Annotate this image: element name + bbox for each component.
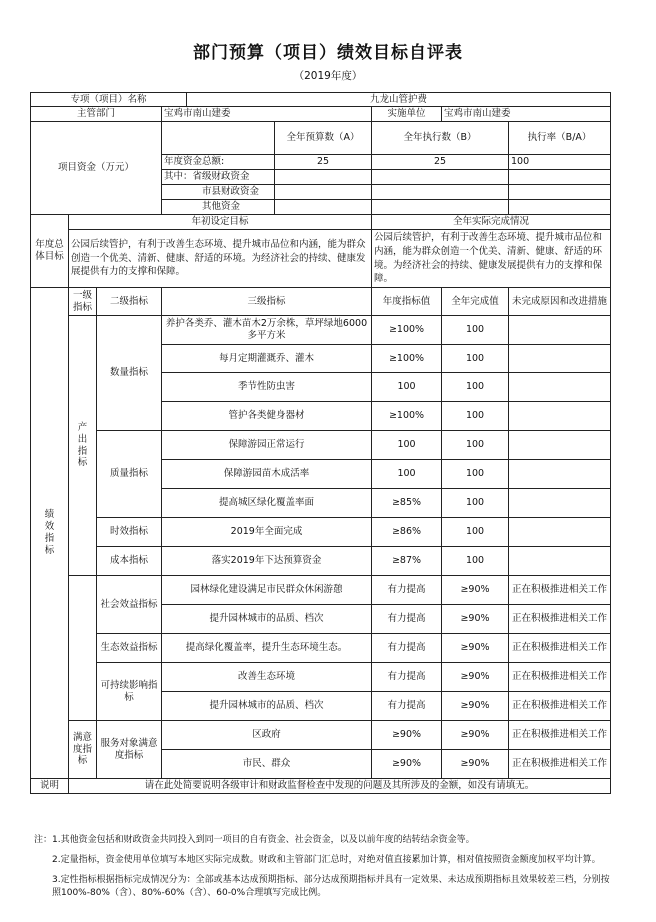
indicator-actual: ≥90% (442, 576, 509, 605)
indicator-actual: ≥90% (442, 634, 509, 663)
footnotes (34, 834, 614, 907)
exec-header: 全年执行数（B） (372, 122, 509, 155)
indicator-note: 正在积极推进相关工作 (509, 634, 611, 663)
funds-row-label: 其中：省级财政资金 (162, 170, 275, 185)
indicator-target: 有力提高 (372, 634, 442, 663)
indicator-target: 100 (372, 460, 442, 489)
indicator-name: 园林绿化建设满足市民群众休闲游憩 (162, 576, 372, 605)
indicator-actual: 100 (442, 489, 509, 518)
level1-header: 一级指标 (69, 288, 97, 316)
indicator-target: ≥90% (372, 750, 442, 779)
impl-unit-label: 实施单位 (372, 107, 442, 122)
indicator-row (31, 576, 611, 605)
indicator-actual: ≥90% (442, 750, 509, 779)
indicator-actual: ≥90% (442, 721, 509, 750)
actual-header: 全年完成值 (442, 288, 509, 316)
indicator-actual: 100 (442, 460, 509, 489)
indicator-actual: ≥90% (442, 605, 509, 634)
indicator-target: 有力提高 (372, 605, 442, 634)
eco-benefit-label: 生态效益指标 (97, 634, 162, 663)
funds-exec: 25 (372, 155, 509, 170)
rate-header: 执行率（B/A） (509, 122, 611, 155)
indicator-note (509, 489, 611, 518)
reason-header: 未完成原因和改进措施 (509, 288, 611, 316)
indicator-name: 保障游园苗木成活率 (162, 460, 372, 489)
indicator-row (31, 316, 611, 345)
footnote-1: 注：1.其他资金包括和财政资金共同投入到同一项目的自有资金、社会资金，以及以前年度的结转结余资金等。 (34, 835, 475, 845)
indicator-name: 落实2019年下达预算资金 (162, 547, 372, 576)
indicator-name: 养护各类乔、灌木苗木2万余株，草坪绿地6000多平方米 (162, 316, 372, 345)
funds-row-label: 市县财政资金 (162, 185, 275, 200)
funds-row-label: 年度资金总额: (162, 155, 275, 170)
indicator-actual: ≥90% (442, 663, 509, 692)
indicator-name: 提高绿化覆盖率，提升生态环境生态。 (162, 634, 372, 663)
indicator-note: 正在积极推进相关工作 (509, 750, 611, 779)
planned-goal-header: 年初设定目标 (69, 215, 372, 230)
indicator-note (509, 402, 611, 431)
project-name-label: 专项（项目）名称 (31, 93, 187, 107)
indicator-name: 每月定期灌溉乔、灌木 (162, 345, 372, 373)
explain-label: 说明 (31, 779, 69, 794)
indicator-row (31, 721, 611, 750)
indicators-label: 绩效指标 (31, 288, 69, 779)
indicator-note: 正在积极推进相关工作 (509, 721, 611, 750)
indicator-target: ≥90% (372, 721, 442, 750)
quality-indicator-label: 质量指标 (97, 431, 162, 518)
indicator-note: 正在积极推进相关工作 (509, 663, 611, 692)
indicator-row (31, 634, 611, 663)
funds-exec (372, 185, 509, 200)
funds-budget (275, 170, 372, 185)
indicator-name: 改善生态环境 (162, 663, 372, 692)
funds-exec (372, 170, 509, 185)
indicator-actual: 100 (442, 402, 509, 431)
sustainable-impact-label: 可持续影响指标 (97, 663, 162, 721)
funds-exec (372, 200, 509, 215)
funds-rate (509, 170, 611, 185)
indicator-name: 提升园林城市的品质、档次 (162, 605, 372, 634)
project-name-value: 九龙山管护费 (187, 93, 611, 107)
indicator-actual: 100 (442, 316, 509, 345)
impl-unit-value: 宝鸡市南山建委 (442, 107, 611, 122)
indicator-name: 区政府 (162, 721, 372, 750)
indicator-name: 提升园林城市的品质、档次 (162, 692, 372, 721)
indicator-actual: 100 (442, 373, 509, 402)
service-satisfaction-label: 服务对象满意度指标 (97, 721, 162, 779)
indicator-target: ≥100% (372, 402, 442, 431)
dept-label: 主管部门 (31, 107, 162, 122)
indicator-name: 保障游园正常运行 (162, 431, 372, 460)
indicator-name: 提高城区绿化覆盖率面 (162, 489, 372, 518)
indicator-row (31, 431, 611, 460)
actual-goal-header: 全年实际完成情况 (372, 215, 611, 230)
indicator-actual: ≥90% (442, 692, 509, 721)
funds-row-label: 其他资金 (162, 200, 275, 215)
indicator-note: 正在积极推进相关工作 (509, 692, 611, 721)
funds-rate (509, 185, 611, 200)
funds-budget (275, 185, 372, 200)
indicator-note (509, 373, 611, 402)
indicator-note (509, 345, 611, 373)
funds-budget (275, 200, 372, 215)
actual-goal-text: 公园后续管护，有利于改善生态环境、提升城市品位和内涵，能为群众创造一个优美、清新、健康、舒适的环境。为经济社会的持续、健康发展提供有力的支撑和保障。 (372, 230, 611, 288)
page-title: 部门预算（项目）绩效目标自评表 (193, 43, 463, 63)
indicator-note: 正在积极推进相关工作 (509, 605, 611, 634)
satisfaction-indicator-label: 满意度指标 (69, 721, 97, 779)
footnote-2: 2.定量指标，资金使用单位填写本地区实际完成数。财政和主管部门汇总时，对绝对值直接累加计算，相对值按照资金额度加权平均计算。 (52, 855, 601, 866)
quantity-indicator-label: 数量指标 (97, 316, 162, 431)
indicator-target: 有力提高 (372, 692, 442, 721)
indicator-target: ≥100% (372, 316, 442, 345)
indicator-actual: 100 (442, 431, 509, 460)
indicator-name: 2019年全面完成 (162, 518, 372, 547)
output-indicator-label: 产出指标 (69, 316, 97, 576)
effect-indicator-label (69, 576, 97, 721)
funds-label: 项目资金（万元） (31, 122, 162, 215)
indicator-target: 100 (372, 373, 442, 402)
evaluation-table (30, 92, 611, 794)
planned-goal-text: 公园后续管护，有利于改善生态环境、提升城市品位和内涵，能为群众创造一个优美、清新、健康、舒适的环境。为经济社会的持续、健康发展提供有力的支撑和保障。 (69, 230, 372, 288)
level3-header: 三级指标 (162, 288, 372, 316)
funds-budget: 25 (275, 155, 372, 170)
indicator-target: 有力提高 (372, 576, 442, 605)
indicator-note (509, 518, 611, 547)
target-header: 年度指标值 (372, 288, 442, 316)
indicator-note (509, 460, 611, 489)
report-year: （2019年度） (293, 70, 363, 82)
funds-rate: 100 (509, 155, 611, 170)
indicator-row (31, 547, 611, 576)
cost-indicator-label: 成本指标 (97, 547, 162, 576)
indicator-target: 有力提高 (372, 663, 442, 692)
indicator-row (31, 663, 611, 692)
indicator-row (31, 518, 611, 547)
budget-header: 全年预算数（A） (275, 122, 372, 155)
indicator-target: ≥100% (372, 345, 442, 373)
dept-value: 宝鸡市南山建委 (162, 107, 372, 122)
explain-text: 请在此处简要说明各级审计和财政监督检查中发现的问题及其所涉及的金额，如没有请填无。 (69, 779, 611, 794)
indicator-name: 市民、群众 (162, 750, 372, 779)
social-benefit-label: 社会效益指标 (97, 576, 162, 634)
annual-goal-label: 年度总体目标 (31, 215, 69, 288)
indicator-target: ≥85% (372, 489, 442, 518)
footnote-3: 3.定性指标根据指标完成情况分为：全部或基本达成预期指标、部分达成预期指标并具有一定效果、未达成预期指标且效果较差三档，分别按照100%-80%（含）、80%-60%（含）、60-0%合理填写完成比例。 (52, 875, 610, 899)
indicator-target: ≥87% (372, 547, 442, 576)
indicator-note (509, 547, 611, 576)
indicator-name: 季节性防虫害 (162, 373, 372, 402)
indicator-note: 正在积极推进相关工作 (509, 576, 611, 605)
level2-header: 二级指标 (97, 288, 162, 316)
indicator-target: ≥86% (372, 518, 442, 547)
indicator-note (509, 431, 611, 460)
indicator-actual: 100 (442, 518, 509, 547)
timeliness-indicator-label: 时效指标 (97, 518, 162, 547)
indicator-note (509, 316, 611, 345)
funds-rate (509, 200, 611, 215)
indicator-target: 100 (372, 431, 442, 460)
funds-blank-header (162, 122, 275, 155)
indicator-actual: 100 (442, 345, 509, 373)
indicator-name: 管护各类健身器材 (162, 402, 372, 431)
indicator-actual: 100 (442, 547, 509, 576)
